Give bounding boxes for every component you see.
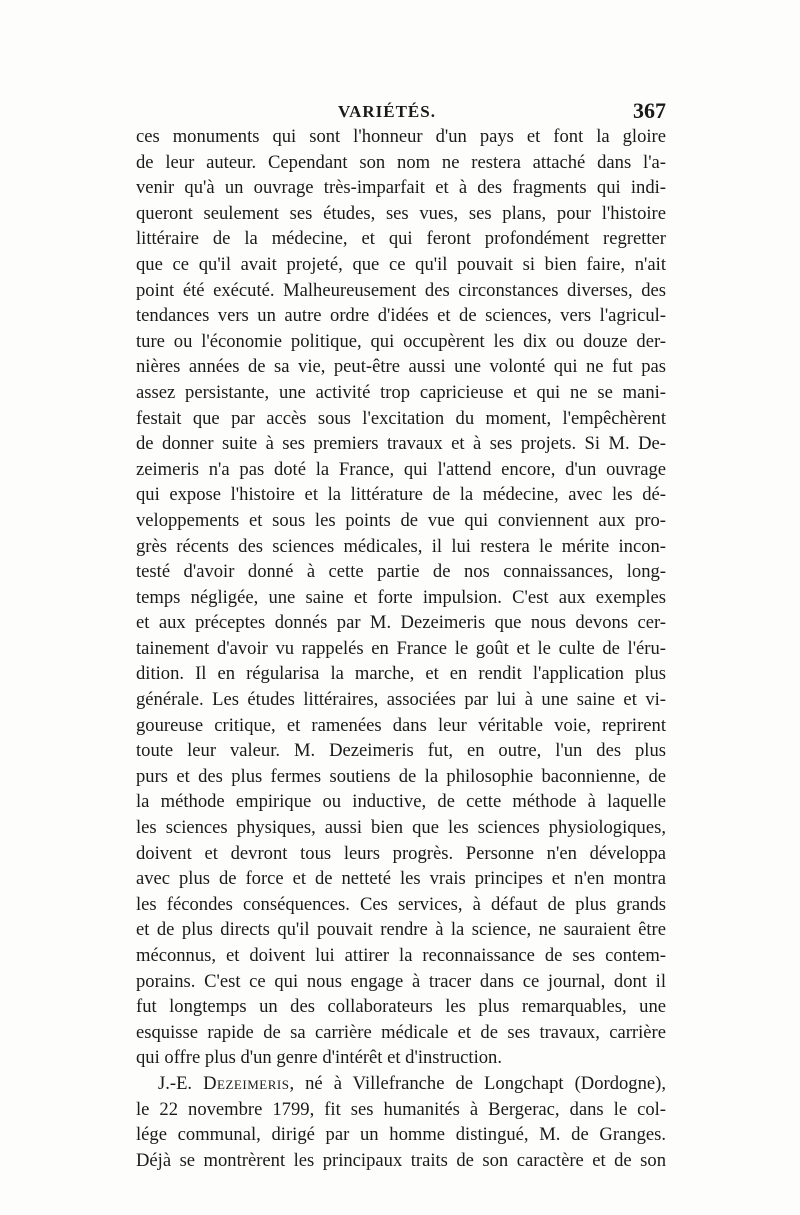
text-line: ture ou l'économie politique, qui occupèrent les dix ou douze der- — [136, 330, 666, 352]
text-line: tainement d'avoir vu rappelés en France le goût et le culte de l'éru- — [136, 637, 666, 659]
text-line: les sciences physiques, aussi bien que les sciences physiologiques, — [136, 817, 666, 839]
page-number: 367 — [633, 98, 666, 123]
text-line: doivent et devront tous leurs progrès. Personne n'en développa — [136, 842, 666, 864]
text-line: queront seulement ses études, ses vues, ses plans, pour l'histoire — [136, 202, 666, 224]
text-line: qui offre plus d'un genre d'intérêt et d'instruction. — [136, 1047, 503, 1069]
text-line: veloppements et sous les points de vue qui conviennent aux pro- — [136, 509, 666, 531]
text-line: testé d'avoir donné à cette partie de nos connaissances, long- — [136, 561, 666, 583]
text-line: zeimeris n'a pas doté la France, qui l'attend encore, d'un ouvrage — [136, 458, 666, 480]
text-line: purs et des plus fermes soutiens de la philosophie baconnienne, de — [136, 765, 666, 787]
text-line: qui expose l'histoire et la littérature de la médecine, avec les dé- — [136, 484, 666, 506]
text-line: et aux préceptes donnés par M. Dezeimeris que nous devons cer- — [136, 612, 666, 634]
text-line: goureuse critique, et ramenées dans leur véritable voie, reprirent — [136, 714, 666, 736]
paragraph-1 — [136, 124, 666, 1071]
text-line: ces monuments qui sont l'honneur d'un pays et font la gloire — [136, 126, 666, 147]
text-line: méconnus, et doivent lui attirer la reconnaissance de ses contem- — [136, 945, 666, 966]
text-run: , né à Villefranche de Longchapt (Dordogne), — [289, 1072, 666, 1094]
text-line: le 22 novembre 1799, fit ses humanités à Bergerac, dans le col- — [136, 1098, 666, 1120]
text-line: fut longtemps un des collaborateurs les plus remarquables, une — [136, 996, 666, 1018]
text-line: Déjà se montrèrent les principaux traits de son caractère et de son — [136, 1149, 666, 1171]
text-line: toute leur valeur. M. Dezeimeris fut, en outre, l'un des plus — [136, 740, 666, 762]
text-line — [136, 1071, 666, 1097]
text-line: que ce qu'il avait projeté, que ce qu'il pouvait si bien faire, n'ait — [136, 253, 666, 275]
text-line: venir qu'à un ouvrage très-imparfait et à des fragments qui indi- — [136, 177, 666, 199]
text-line: lége communal, dirigé par un homme distingué, M. de Granges. — [136, 1124, 666, 1146]
text-line: festait que par accès sous l'excitation du moment, l'empêchèrent — [136, 407, 666, 429]
text-line: et de plus directs qu'il pouvait rendre à la science, ne sauraient être — [136, 919, 666, 941]
text-line: avec plus de force et de netteté les vrais principes et n'en montra — [136, 868, 666, 890]
text-line: assez persistante, une activité trop capricieuse et qui ne se mani- — [136, 381, 666, 403]
body-text — [136, 124, 666, 1173]
paragraph-2 — [136, 1071, 666, 1173]
text-line: de leur auteur. Cependant son nom ne restera attaché dans l'a- — [136, 151, 666, 173]
running-title: VARIÉTÉS. — [338, 102, 436, 121]
text-line: les fécondes conséquences. Ces services, à défaut de plus grands — [136, 893, 666, 915]
author-initials: J.-E. — [158, 1072, 204, 1094]
text-line: tendances vers un autre ordre d'idées et de sciences, vers l'agricul- — [136, 305, 666, 327]
text-line: nières années de sa vie, peut-être aussi une volonté qui ne fut pas — [136, 356, 666, 378]
text-line: dition. Il en régularisa la marche, et en rendit l'application plus — [136, 663, 666, 685]
text-line: la méthode empirique ou inductive, de cette méthode à laquelle — [136, 791, 666, 813]
text-line: esquisse rapide de sa carrière médicale et de ses travaux, carrière — [136, 1021, 666, 1043]
text-line: temps négligée, une saine et forte impulsion. C'est aux exemples — [136, 586, 666, 608]
text-line: grès récents des sciences médicales, il lui restera le mérite incon- — [136, 535, 666, 557]
text-line: littéraire de la médecine, et qui feront profondément regretter — [136, 228, 666, 250]
author-name: Dezeimeris — [203, 1072, 290, 1094]
text-line: point été exécuté. Malheureusement des circonstances diverses, des — [136, 279, 666, 301]
text-line: générale. Les études littéraires, associées par lui à une saine et vi- — [136, 689, 666, 711]
text-line: de donner suite à ses premiers travaux et à ses projets. Si M. De- — [136, 433, 666, 455]
text-line: porains. C'est ce qui nous engage à tracer dans ce journal, dont il — [136, 970, 666, 992]
